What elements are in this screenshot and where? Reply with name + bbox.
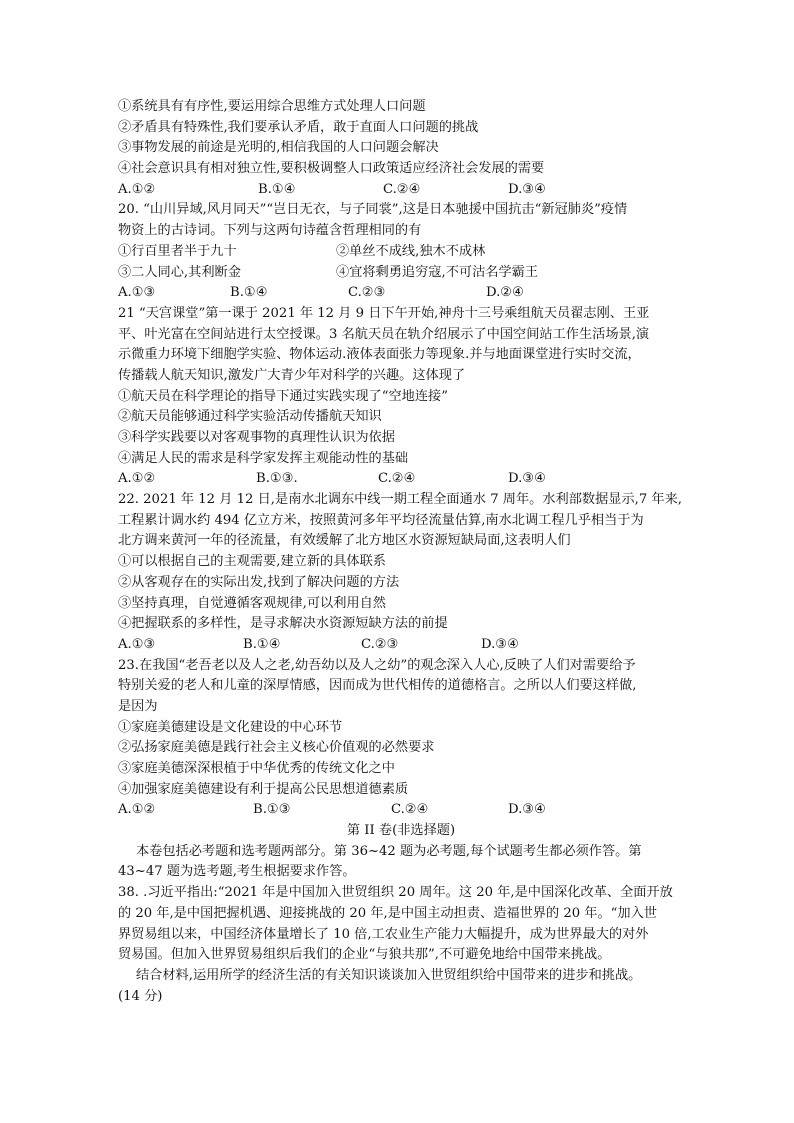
q23-item: ②弘扬家庭美德是践行社会主义核心价值观的必然要求 — [118, 740, 435, 756]
exam-page — [118, 97, 684, 1007]
q21-stem-line: 21 “天宫课堂”第一课于 2021 年 12 月 9 日下午开始,神舟十三号乘组航天员翟志刚、王亚 — [118, 305, 650, 321]
q22-options — [118, 635, 684, 656]
q21-item: ①航天员在科学理论的指导下通过实践实现了“空地连接” — [118, 388, 448, 404]
q23-stem-line: 特别关爱的老人和儿童的深厚情感，因而成为世代相传的道德格言。之所以人们要这样做, — [118, 678, 637, 694]
q19-item: ①系统具有有序性,要运用综合思维方式处理人口问题 — [118, 99, 426, 114]
q23-stem-line: 23.在我国“老吾老以及人之老,幼吾幼以及人之幼”的观念深入人心,反映了人们对需要给予 — [118, 657, 636, 673]
option-b: B.①④ — [243, 636, 281, 652]
q20-item: ③二人同心,其利断金 — [118, 264, 241, 280]
section-intro-line: 43~47 题为选考题,考生根据要求作答。 — [118, 864, 356, 880]
q21-stem-line: 传播载人航天知识,激发广大青少年对科学的兴趣。这体现了 — [118, 367, 466, 383]
q38-stem-line: 贸易国。但加入世界贸易组织后我们的企业“与狼共那”,不可避免地给中国带来挑战。 — [118, 947, 611, 963]
q20-item: ②单丝不成线,独木不成林 — [336, 243, 486, 259]
q20-stem-line: 20. “山川异域,风月同天”“岂日无衣，与子同裳”,这是日本驰援中国抗击“新冠肺炎”疫情 — [118, 202, 628, 218]
option-b: B.①④ — [258, 181, 296, 197]
q38-stem-line: 的 20 年,是中国把握机遇、迎接挑战的 20 年,是中国主动担责、造福世界的 20 年。“加入世 — [118, 905, 657, 921]
option-a: A.①③ — [118, 636, 156, 652]
q23-item: ④加强家庭美德建设有利于提高公民思想道德素质 — [118, 781, 409, 797]
option-c: C.②④ — [378, 471, 416, 487]
q19-item: ④社会意识具有相对独立性,要积极调整人口政策适应经济社会发展的需要 — [118, 161, 545, 177]
q20-items-row — [118, 263, 684, 284]
q21-item: ③科学实践要以对客观事物的真理性认识为依据 — [118, 430, 395, 445]
option-d: D.③④ — [481, 636, 519, 652]
q23-stem-line: 是因为 — [118, 698, 158, 714]
option-b: B.①③. — [256, 471, 298, 487]
q22-item: ②从客观存在的实际出发,找到了解决问题的方法 — [118, 574, 400, 590]
option-b: B.①④ — [230, 285, 268, 301]
q22-stem-line: 工程累计调水约 494 亿立方米，按照黄河多年平均径流量估算,南水北调工程几乎相当于为 — [118, 512, 644, 528]
q21-stem-line: 示微重力环境下细胞学实验、物体运动.液体表面张力等现象.并与地面课堂进行实时交流， — [118, 347, 641, 363]
q21-stem-line: 平、叶光富在空间站进行太空授课。3 名航天员在轨介绍展示了中国空间站工作生活场景,演 — [118, 326, 650, 342]
q21-item: ②航天员能够通过科学实验活动传播航天知识 — [118, 409, 382, 425]
q22-stem-line: 北方调来黄河一年的径流量，有效缓解了北方地区水资源短缺局面,这表明人们 — [118, 533, 571, 549]
q19-options — [118, 180, 684, 201]
q38-stem-line: 界贸易组以来，中国经济体量增长了 10 倍,工农业生产能力大幅提升，成为世界最大的对外 — [118, 926, 649, 942]
option-a: A.①② — [118, 471, 156, 487]
q38-stem-line: 38. .习近平指出:“2021 年是中国加入世贸组织 20 周年。这 20 年,是中国深化改革、全面开放 — [118, 885, 673, 901]
option-a: A.①② — [118, 181, 156, 197]
option-d: D.③④ — [508, 181, 546, 197]
q19-item: ③事物发展的前途是光明的,相信我国的人口问题会解决 — [118, 140, 439, 156]
q22-stem-line: 22. 2021 年 12 月 12 日,是南水北调东中线一期工程全面通水 7 周年。水利部数据显示,7 年来, — [118, 492, 682, 508]
q20-options — [118, 283, 684, 304]
q19-items — [118, 97, 684, 180]
q22-item: ①可以根据自己的主观需要,建立新的具体联系 — [118, 554, 386, 570]
option-c: C.②③ — [361, 636, 399, 652]
q23-item: ③家庭美德深深根植于中华优秀的传统文化之中 — [118, 761, 395, 776]
q21-options — [118, 469, 684, 490]
option-b: B.①③ — [253, 802, 291, 818]
q20-item: ①行百里者半于九十 — [118, 243, 237, 259]
q22-item: ④把握联系的多样性，是寻求解决水资源短缺方法的前提 — [118, 616, 448, 632]
option-c: C.②④ — [391, 802, 429, 818]
section-heading: 第 II 卷(非选择题) — [346, 823, 456, 839]
option-d: D.③④ — [508, 471, 546, 487]
option-a: A.①② — [118, 802, 156, 818]
q20-items-row — [118, 242, 684, 263]
q38-task: 结合材料,运用所学的经济生活的有关知识谈谈加入世贸组织给中国带来的进步和挑战。 — [136, 967, 642, 983]
q23-item: ①家庭美德建设是文化建设的中心环节 — [118, 719, 343, 735]
q21-item: ④满足人民的需求是科学家发挥主观能动性的基础 — [118, 450, 409, 466]
q23-options — [118, 800, 684, 821]
q20-stem-line: 物资上的古诗词。下列与这两句诗蕴含哲理相同的有 — [118, 223, 422, 239]
q22-item: ③坚持真理，自觉遵循客观规律,可以利用自然 — [118, 595, 386, 611]
q38-score: (14 分) — [118, 988, 163, 1004]
option-d: D.②④ — [486, 285, 524, 301]
section-intro-line: 本卷包括必考题和选考题两部分。第 36~42 题为必考题,每个试题考生都必须作答。第 — [136, 843, 642, 859]
q20-item: ④宜将剩勇追穷寇,不可沽名学霸王 — [336, 264, 539, 280]
option-d: D.③④ — [508, 802, 546, 818]
option-c: C.②④ — [383, 181, 421, 197]
option-a: A.①③ — [118, 285, 156, 301]
option-c: C.②③ — [348, 285, 386, 301]
q19-item: ②矛盾具有特殊性,我们要承认矛盾，敢于直面人口问题的挑战 — [118, 119, 479, 135]
